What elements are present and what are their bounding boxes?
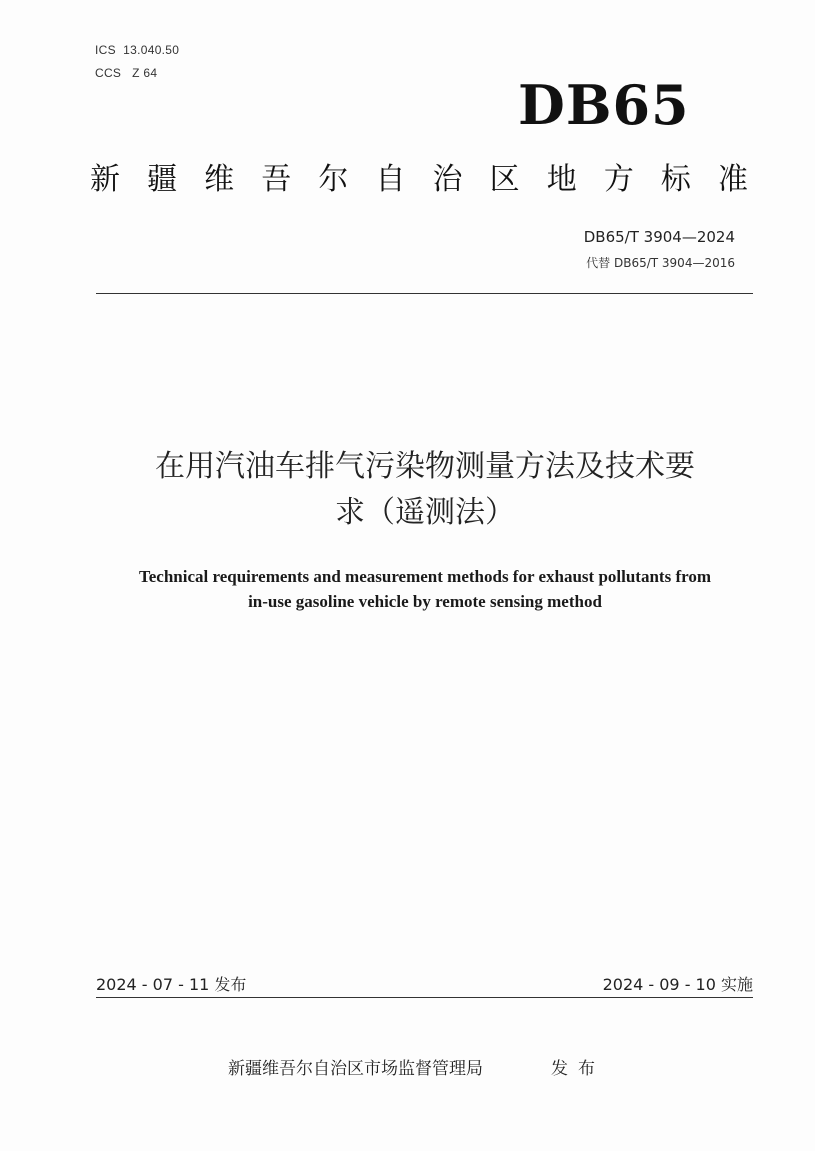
publisher-action: 发布 <box>551 1059 605 1079</box>
replaced-standard: 代替 DB65/T 3904—2016 <box>586 256 735 270</box>
standard-type-heading: 新疆维吾尔自治区地方标准 <box>90 162 750 197</box>
chinese-title-line-2: 求（遥测法） <box>335 495 515 530</box>
english-title-line-2: in-use gasoline vehicle by remote sensing method <box>248 592 602 611</box>
implementation-date: 2024 - 09 - 10 实施 <box>602 975 753 994</box>
ccs-code: CCS Z 64 <box>95 66 158 80</box>
publisher-name: 新疆维吾尔自治区市场监督管理局 <box>228 1059 483 1079</box>
ics-code: ICS 13.040.50 <box>95 43 180 57</box>
chinese-title <box>95 444 755 536</box>
bottom-divider <box>96 997 753 998</box>
issue-date: 2024 - 07 - 11 发布 <box>96 975 247 994</box>
standard-number: DB65/T 3904—2024 <box>583 228 735 246</box>
db65-logo: DB65 <box>518 73 690 137</box>
english-title-line-1: Technical requirements and measurement methods for exhaust pollutants from <box>138 567 712 586</box>
chinese-title-line-1: 在用汽油车排气污染物测量方法及技术要 <box>155 449 695 484</box>
top-divider <box>96 293 753 294</box>
english-title <box>85 564 765 614</box>
